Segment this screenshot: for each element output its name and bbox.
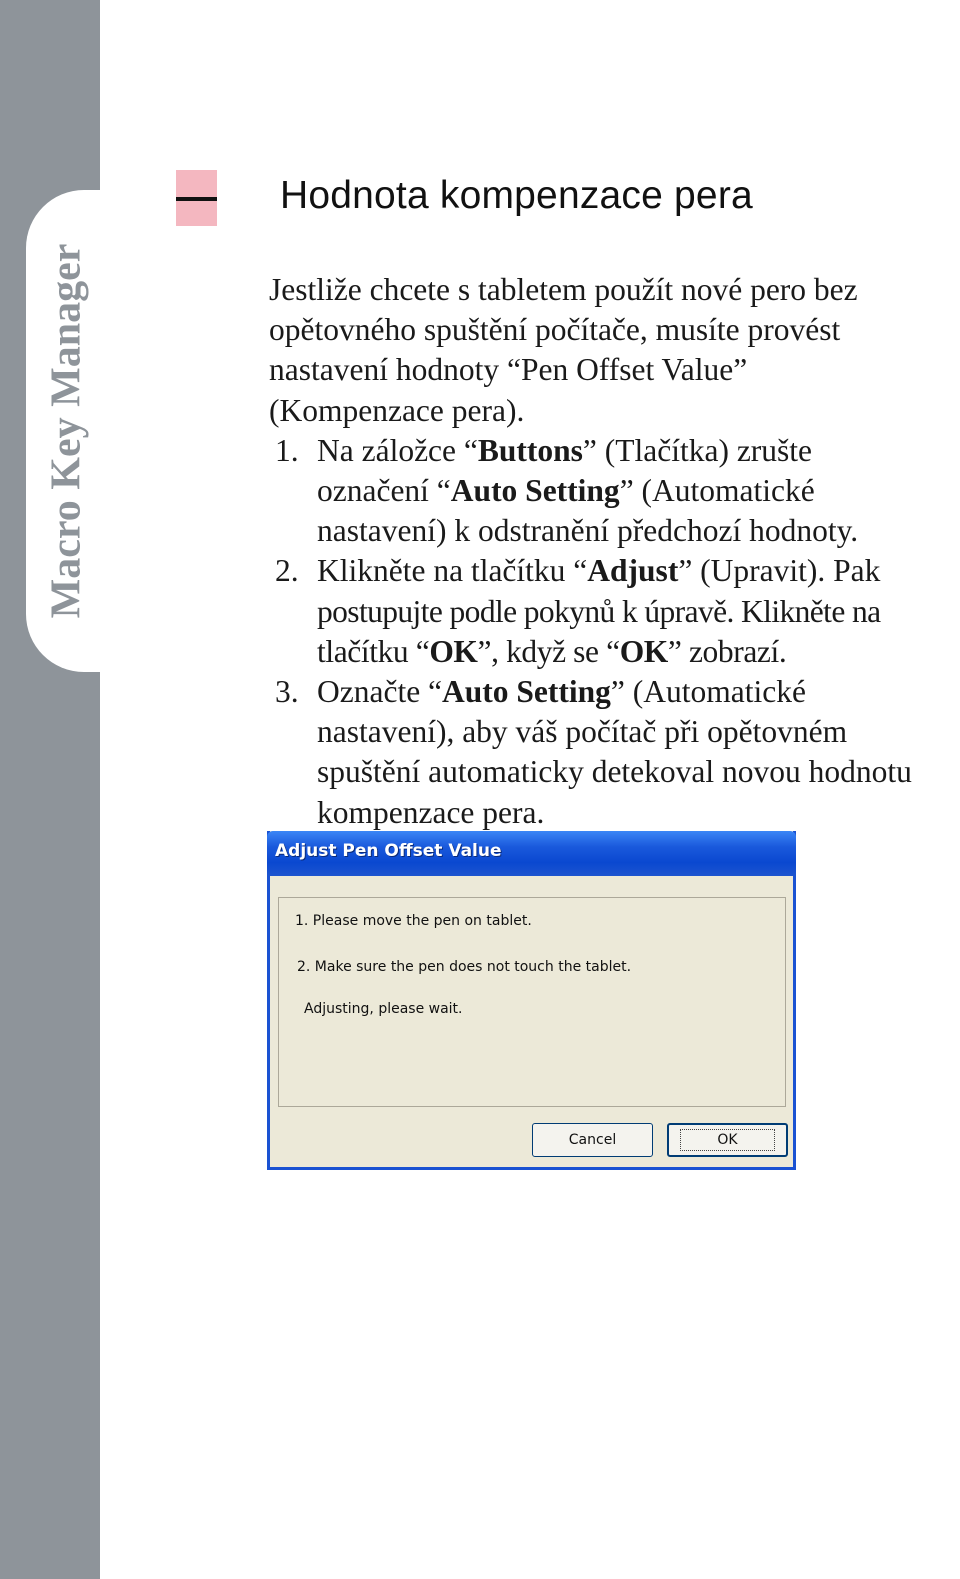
step-text: ”, když se “ xyxy=(477,633,620,669)
step-number: 1. xyxy=(275,432,299,468)
step-line xyxy=(317,632,959,672)
step-text: ” (Upravit). Pak xyxy=(678,553,881,589)
step-text: Na záložce “ xyxy=(317,432,478,468)
body-text xyxy=(269,270,959,833)
step-text: Klikněte na tlačítku “ xyxy=(317,553,588,589)
intro-line: Jestliže chcete s tabletem použít nové pero bez xyxy=(269,272,858,307)
step-text: ” (Automatické xyxy=(610,674,806,710)
step-text: označení “ xyxy=(317,473,451,509)
step-number: 3. xyxy=(275,674,299,710)
step-line xyxy=(317,672,959,712)
section-marker-line xyxy=(176,197,217,201)
step-emphasis: OK xyxy=(429,633,478,669)
step-emphasis: OK xyxy=(619,633,668,669)
step-line xyxy=(317,471,959,511)
ok-button-label: OK xyxy=(680,1129,774,1151)
side-label xyxy=(40,190,92,672)
steps-list xyxy=(269,431,959,833)
step-3 xyxy=(269,672,959,833)
step-1 xyxy=(269,431,959,552)
step-emphasis: Adjust xyxy=(587,553,679,589)
dialog-titlebar[interactable] xyxy=(267,831,796,876)
cancel-button[interactable] xyxy=(532,1123,653,1157)
step-text: ” (Tlačítka) zrušte xyxy=(582,432,813,468)
status-text: Adjusting, please wait. xyxy=(304,1001,463,1017)
page-title: Hodnota kompenzace pera xyxy=(280,174,753,217)
step-line: nastavení), aby váš počítač při opětovném xyxy=(317,714,848,750)
cancel-button-label: Cancel xyxy=(568,1132,617,1148)
step-line xyxy=(317,431,959,471)
intro-line: opětovného spuštění počítače, musíte provést xyxy=(269,312,841,348)
step-2 xyxy=(269,551,959,672)
step-line: spuštění automaticky detekoval novou hodnotu xyxy=(317,754,912,790)
step-text: ” (Automatické xyxy=(619,473,815,509)
side-label-text: Macro Key Manager xyxy=(43,243,90,619)
step-text: Označte “ xyxy=(317,674,443,710)
step-text: ” zobrazí. xyxy=(667,633,787,669)
step-line: nastavení) k odstranění předchozí hodnoty. xyxy=(317,513,859,549)
instruction-line-2: 2. Make sure the pen does not touch the tablet. xyxy=(297,959,632,975)
step-emphasis: Auto Setting xyxy=(442,674,611,710)
step-line: kompenzace pera. xyxy=(317,794,545,830)
message-panel xyxy=(278,897,786,1107)
intro-line: nastavení hodnoty “Pen Offset Value” xyxy=(269,352,748,388)
step-number: 2. xyxy=(275,553,299,589)
step-text: tlačítku “ xyxy=(317,633,430,669)
step-line xyxy=(317,551,959,591)
step-line: postupujte podle pokynů k úpravě. Klikněte na xyxy=(317,593,881,629)
step-emphasis: Buttons xyxy=(477,432,583,468)
step-emphasis: Auto Setting xyxy=(450,473,620,509)
intro-line: (Kompenzace pera). xyxy=(269,392,525,428)
ok-button[interactable] xyxy=(667,1123,788,1157)
adjust-pen-offset-dialog xyxy=(267,831,796,1170)
instruction-line-1: 1. Please move the pen on tablet. xyxy=(295,913,532,929)
dialog-title: Adjust Pen Offset Value xyxy=(275,841,502,861)
